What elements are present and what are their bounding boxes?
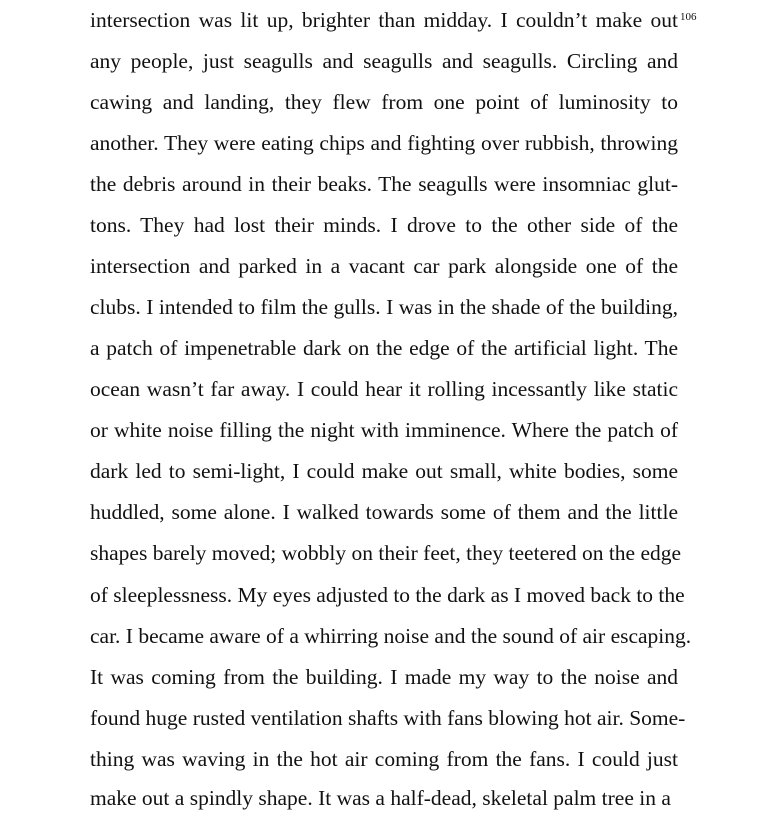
- text-line: clubs. I intended to film the gulls. I was in the shade of the building,: [90, 295, 678, 319]
- text-line: dark led to semi-light, I could make out small, white bodies, some: [90, 459, 678, 483]
- page-number: 106: [680, 11, 697, 23]
- text-line: intersection was lit up, brighter than midday. I couldn’t make out: [90, 8, 678, 32]
- text-line: any people, just seagulls and seagulls and seagulls. Circling and: [90, 49, 678, 73]
- text-line: a patch of impenetrable dark on the edge of the artificial light. The: [90, 336, 678, 360]
- text-line: or white noise filling the night with imminence. Where the patch of: [90, 418, 678, 442]
- text-line: make out a spindly shape. It was a half-dead, skeletal palm tree in a: [90, 786, 671, 810]
- text-line: cawing and landing, they flew from one point of luminosity to: [90, 90, 678, 114]
- text-line: ocean wasn’t far away. I could hear it rolling incessantly like static: [90, 377, 678, 401]
- text-line: thing was waving in the hot air coming from the fans. I could just: [90, 747, 678, 771]
- text-line: shapes barely moved; wobbly on their feet, they teetered on the edge: [90, 541, 682, 565]
- text-line: It was coming from the building. I made my way to the noise and: [90, 665, 678, 689]
- text-line: tons. They had lost their minds. I drove to the other side of the: [90, 213, 678, 237]
- text-line: the debris around in their beaks. The seagulls were insomniac glut-: [90, 172, 678, 196]
- text-line: intersection and parked in a vacant car park alongside one of the: [90, 254, 678, 278]
- text-line: found huge rusted ventilation shafts with fans blowing hot air. Some-: [90, 706, 686, 730]
- text-line: huddled, some alone. I walked towards some of them and the little: [90, 500, 678, 524]
- text-line: another. They were eating chips and fighting over rubbish, throwing: [90, 131, 678, 155]
- text-line: car. I became aware of a whirring noise and the sound of air escaping.: [90, 624, 692, 648]
- text-line: of sleeplessness. My eyes adjusted to the dark as I moved back to the: [90, 583, 685, 607]
